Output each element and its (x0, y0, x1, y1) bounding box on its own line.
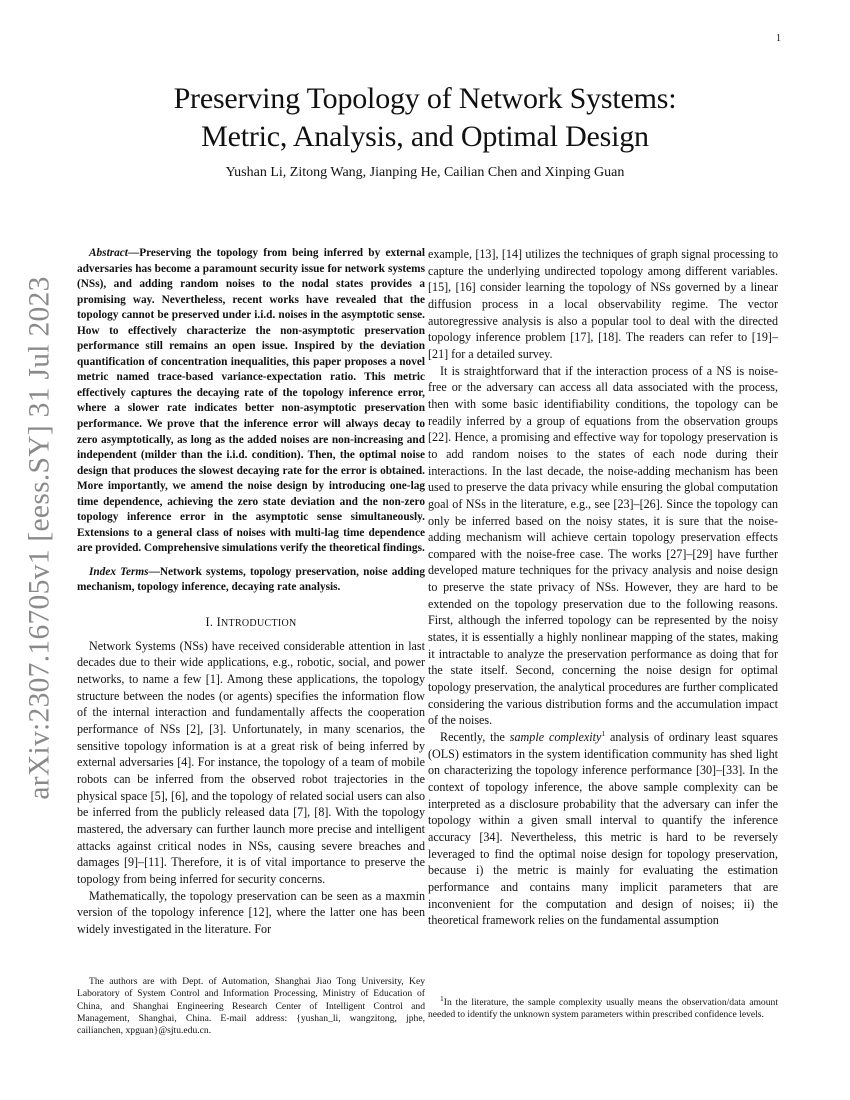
right-column (428, 246, 778, 929)
abstract-text: —Preserving the topology from being inferred by external adversaries has become a paramount security issue for network systems (NSs), and adding random noises to the nodal states provides a promising way. Nevertheless, recent works have revealed that the topology cannot be preserved under i.i.d. noises in the asymptotic sense. How to effectively characterize the non-asymptotic preservation performance still remains an open issue. Inspired by the deviation quantification of concentration inequalities, this paper proposes a novel metric named trace-based variance-expectation ratio. This metric effectively captures the decaying rate of the topology inference error, where a slower rate indicates better non-asymptotic preservation performance. We prove that the inference error will always decay to zero asymptotically, as long as the added noises are non-increasing and independent (milder than the i.i.d. condition). Then, the optimal noise design that produces the slowest decaying rate for the error is obtained. More importantly, we amend the noise design by introducing one-lag time dependence, achieving the zero state deviation and the non-zero topology inference error in the asymptotic sense simultaneously. Extensions to a general class of noises with multi-lag time dependence are provided. Comprehensive simulations verify the theoretical findings. (77, 247, 425, 555)
emphasis-sample-complexity: sample complexity (509, 730, 602, 745)
paragraph: Recently, the sample complexity$^1$ analysis of ordinary least squares (OLS) estimators in the system identification community has shed light on characterizing the topology inference performance [30]–[33]. In the context of topology inference, the above sample complexity can be interpreted as a disclosure probability that the adversary can infer the topology within a given small interval to quantify the inference accuracy [34]. Nevertheless, this metric is hard to be reversely leveraged to find the optimal noise design for topology preservation, because i) the metric is mainly for evaluating the estimation performance and contains many implicit parameters that are inconvenient for the computation and design of noises; ii) the theoretical framework relies on the fundamental assumption (428, 729, 779, 928)
paragraph: Network Systems (NSs) have received considerable attention in last decades due to their wide applications, e.g., robotic, social, and power networks, to name a few [1]. Among these applications, the topology structure between the nodes (or agents) specifies the information flow of the internal interaction and fundamentally affects the cooperation performance of NSs [2], [3]. Unfortunately, in many scenarios, the sensitive topology information is at a great risk of being inferred by external adversaries [4]. For instance, the topology of a team of mobile robots can be inferred from the observed robot trajectories in the physical space [5], [6], and the topology of related social users can also be inferred from the publicly released data [7], [8]. With the topology mastered, the adversary can further launch more precise and intelligent attacks against critical nodes in NSs, causing severe breaches and damages [9]–[11]. Therefore, it is of vital importance to preserve the topology from being inferred for security concerns. (77, 638, 425, 886)
abstract (77, 246, 425, 557)
footnote-marker: 1 (440, 993, 444, 1003)
footnote-1: $^1$In the literature, the sample complexity usually means the observation/data amount needed to identify the unknown system parameters within prescribed confidence levels. (428, 993, 778, 1021)
index-terms-label: Index Terms (89, 565, 149, 578)
paragraph: example, [13], [14] utilizes the techniques of graph signal processing to capture the underlying undirected topology among different variables. [15], [16] consider learning the topology of NSs governed by a linear diffusion process in a local observability regime. The vector autoregressive analysis is also a popular tool to deal with the directed topology inference problem [17], [18]. The readers can refer to [19]–[21] for a detailed survey. (428, 247, 778, 361)
arxiv-stamp: arXiv:2307.16705v1 [eess.SY] 31 Jul 2023 (23, 276, 56, 800)
title-line-2: Metric, Analysis, and Optimal Design (201, 120, 649, 153)
paper-title (0, 80, 850, 156)
index-terms (77, 565, 425, 596)
title-line-1: Preserving Topology of Network Systems: (173, 82, 677, 115)
footnote-marker: 1 (601, 729, 606, 738)
paragraph: It is straightforward that if the interaction process of a NS is noise-free or the adversary can access all data associated with the process, then with some basic identifiability conditions, the topology can be readily inferred by a group of equations from the observation groups [22]. Hence, a promising and effective way for topology preservation is to add random noises to the states of each node during their interactions. In the last decade, the noise-adding mechanism has been used to preserve the data privacy while ensuring the global computation goal of NSs in the literature, e.g., see [23]–[26]. Since the topology can only be inferred based on the noisy states, it is sure that the noise-adding mechanism will achieve certain topology preservation effects compared with the noise-free case. The works [27]–[29] have further developed mature techniques for the privacy analysis and noise design to preserve the state privacy of NSs. However, they are hard to be extended on the topology preservation due to the following reasons. First, although the inferred topology can be represented by the noisy states, it is essentially a highly nonlinear mapping of the states, making it intractable to analyze the preservation performance as doing that for the state itself. Second, concerning the noise design for optimal topology preservation, the analytical procedures are further complicated considering the various distribution forms and the accumulation impact of the noises. (428, 363, 778, 728)
abstract-label: Abstract (89, 247, 128, 259)
page-number: 1 (776, 33, 781, 44)
author-list: Yushan Li, Zitong Wang, Jianping He, Cailian Chen and Xinping Guan (225, 165, 625, 180)
left-column (77, 246, 425, 938)
paragraph: Mathematically, the topology preservation can be seen as a maxmin version of the topology inference [12], where the latter one has been widely investigated in the literature. For (77, 888, 425, 936)
section-heading-introduction: I. INTRODUCTION (205, 615, 297, 630)
footnote-affiliation: The authors are with Dept. of Automation, Shanghai Jiao Tong University, Key Laboratory of System Control and Information Processing, Ministry of Education of China, and Shanghai Engineering Research Center of Intelligent Control and Management, Shanghai, China. E-mail address: {yushan_li, wangzitong, jphe, cailianchen, xpguan}@sjtu.edu.cn. (77, 976, 425, 1037)
index-terms-text: —Network systems, topology preservation, noise adding mechanism, topology inference, decaying rate analysis. (77, 565, 425, 594)
